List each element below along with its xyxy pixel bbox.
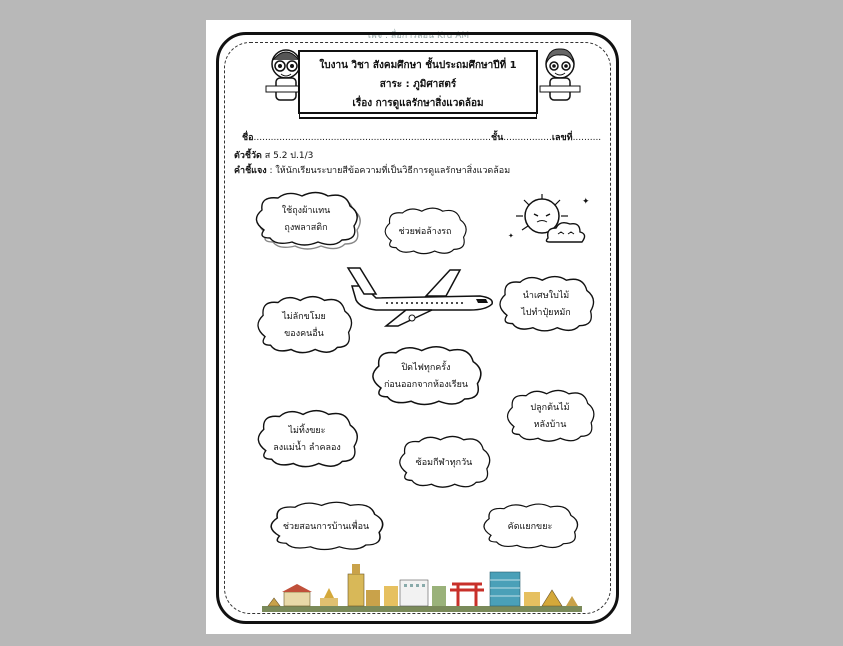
cloud-text-3: นำเศษใบไม้ ไปทำปุ๋ยหมัก xyxy=(521,291,571,318)
cloud-option-10[interactable] xyxy=(478,502,582,552)
cloud-option-4[interactable] xyxy=(252,294,356,358)
worksheet-page xyxy=(206,20,631,634)
cloud-option-2[interactable] xyxy=(380,206,470,258)
class-label: ชั้น xyxy=(490,133,504,143)
instruction-label: คำชี้แจง xyxy=(234,166,267,176)
cloud-text-4: ไม่ลักขโมย ของคนอื่น xyxy=(282,312,326,339)
title-line-3: เรื่อง การดูแลรักษาสิ่งแวดล้อม xyxy=(352,98,484,109)
cloud-text-6: ปลูกต้นไม้ หลังบ้าน xyxy=(530,403,570,430)
watermark: เพจ : สื่อการสอน Kru AM xyxy=(367,31,470,41)
cloud-text-10: คัดแยกขยะ xyxy=(507,521,553,532)
cloud-text-5: ปิดไฟทุกครั้ง ก่อนออกจากห้องเรียน xyxy=(383,363,469,390)
cloud-text-1: ใช้ถุงผ้าแทน ถุงพลาสติก xyxy=(281,206,331,233)
cloud-text-9: ช่วยสอนการบ้านเพื่อน xyxy=(282,521,370,532)
cloud-option-6[interactable] xyxy=(502,388,598,446)
girl-mascot-icon xyxy=(538,46,582,104)
airplane-icon xyxy=(346,266,496,328)
cloud-option-3[interactable] xyxy=(494,274,598,336)
cloud-option-7[interactable] xyxy=(252,408,362,472)
cloud-text-2: ช่วยพ่อล้างรถ xyxy=(398,226,452,237)
cloud-text-8: ซ้อมกีฬาทุกวัน xyxy=(415,457,473,468)
student-info-line: ชื่อ...................................................................................ชั้น.................เลขที่.......... xyxy=(242,133,602,143)
svg-text:✦: ✦ xyxy=(508,232,514,240)
cloud-option-5[interactable] xyxy=(366,344,486,410)
cloud-option-8[interactable] xyxy=(394,434,494,492)
indicator-line xyxy=(234,148,313,162)
city-skyline-icon xyxy=(262,562,582,612)
sun-cloud-icon xyxy=(502,192,592,250)
svg-text:✦: ✦ xyxy=(582,197,590,207)
instruction-line xyxy=(234,163,510,177)
number-label: เลขที่ xyxy=(551,133,573,143)
cloud-text-7: ไม่ทิ้งขยะ ลงแม่น้ำ ลำคลอง xyxy=(273,426,341,453)
name-label: ชื่อ xyxy=(242,133,254,143)
cloud-option-1[interactable] xyxy=(250,190,362,250)
title-banner xyxy=(298,50,538,114)
cloud-option-9[interactable] xyxy=(264,500,388,554)
indicator-value: ส 5.2 ป.1/3 xyxy=(264,151,314,161)
title-line-2: สาระ : ภูมิศาสตร์ xyxy=(379,79,457,90)
indicator-label: ตัวชี้วัด xyxy=(234,151,262,161)
title-line-1: ใบงาน วิชา สังคมศึกษา ชั้นประถมศึกษาปีที่ 1 xyxy=(319,60,517,71)
instruction-value: : ให้นักเรียนระบายสีข้อความที่เป็นวิธีการดูแลรักษาสิ่งแวดล้อม xyxy=(266,166,511,176)
